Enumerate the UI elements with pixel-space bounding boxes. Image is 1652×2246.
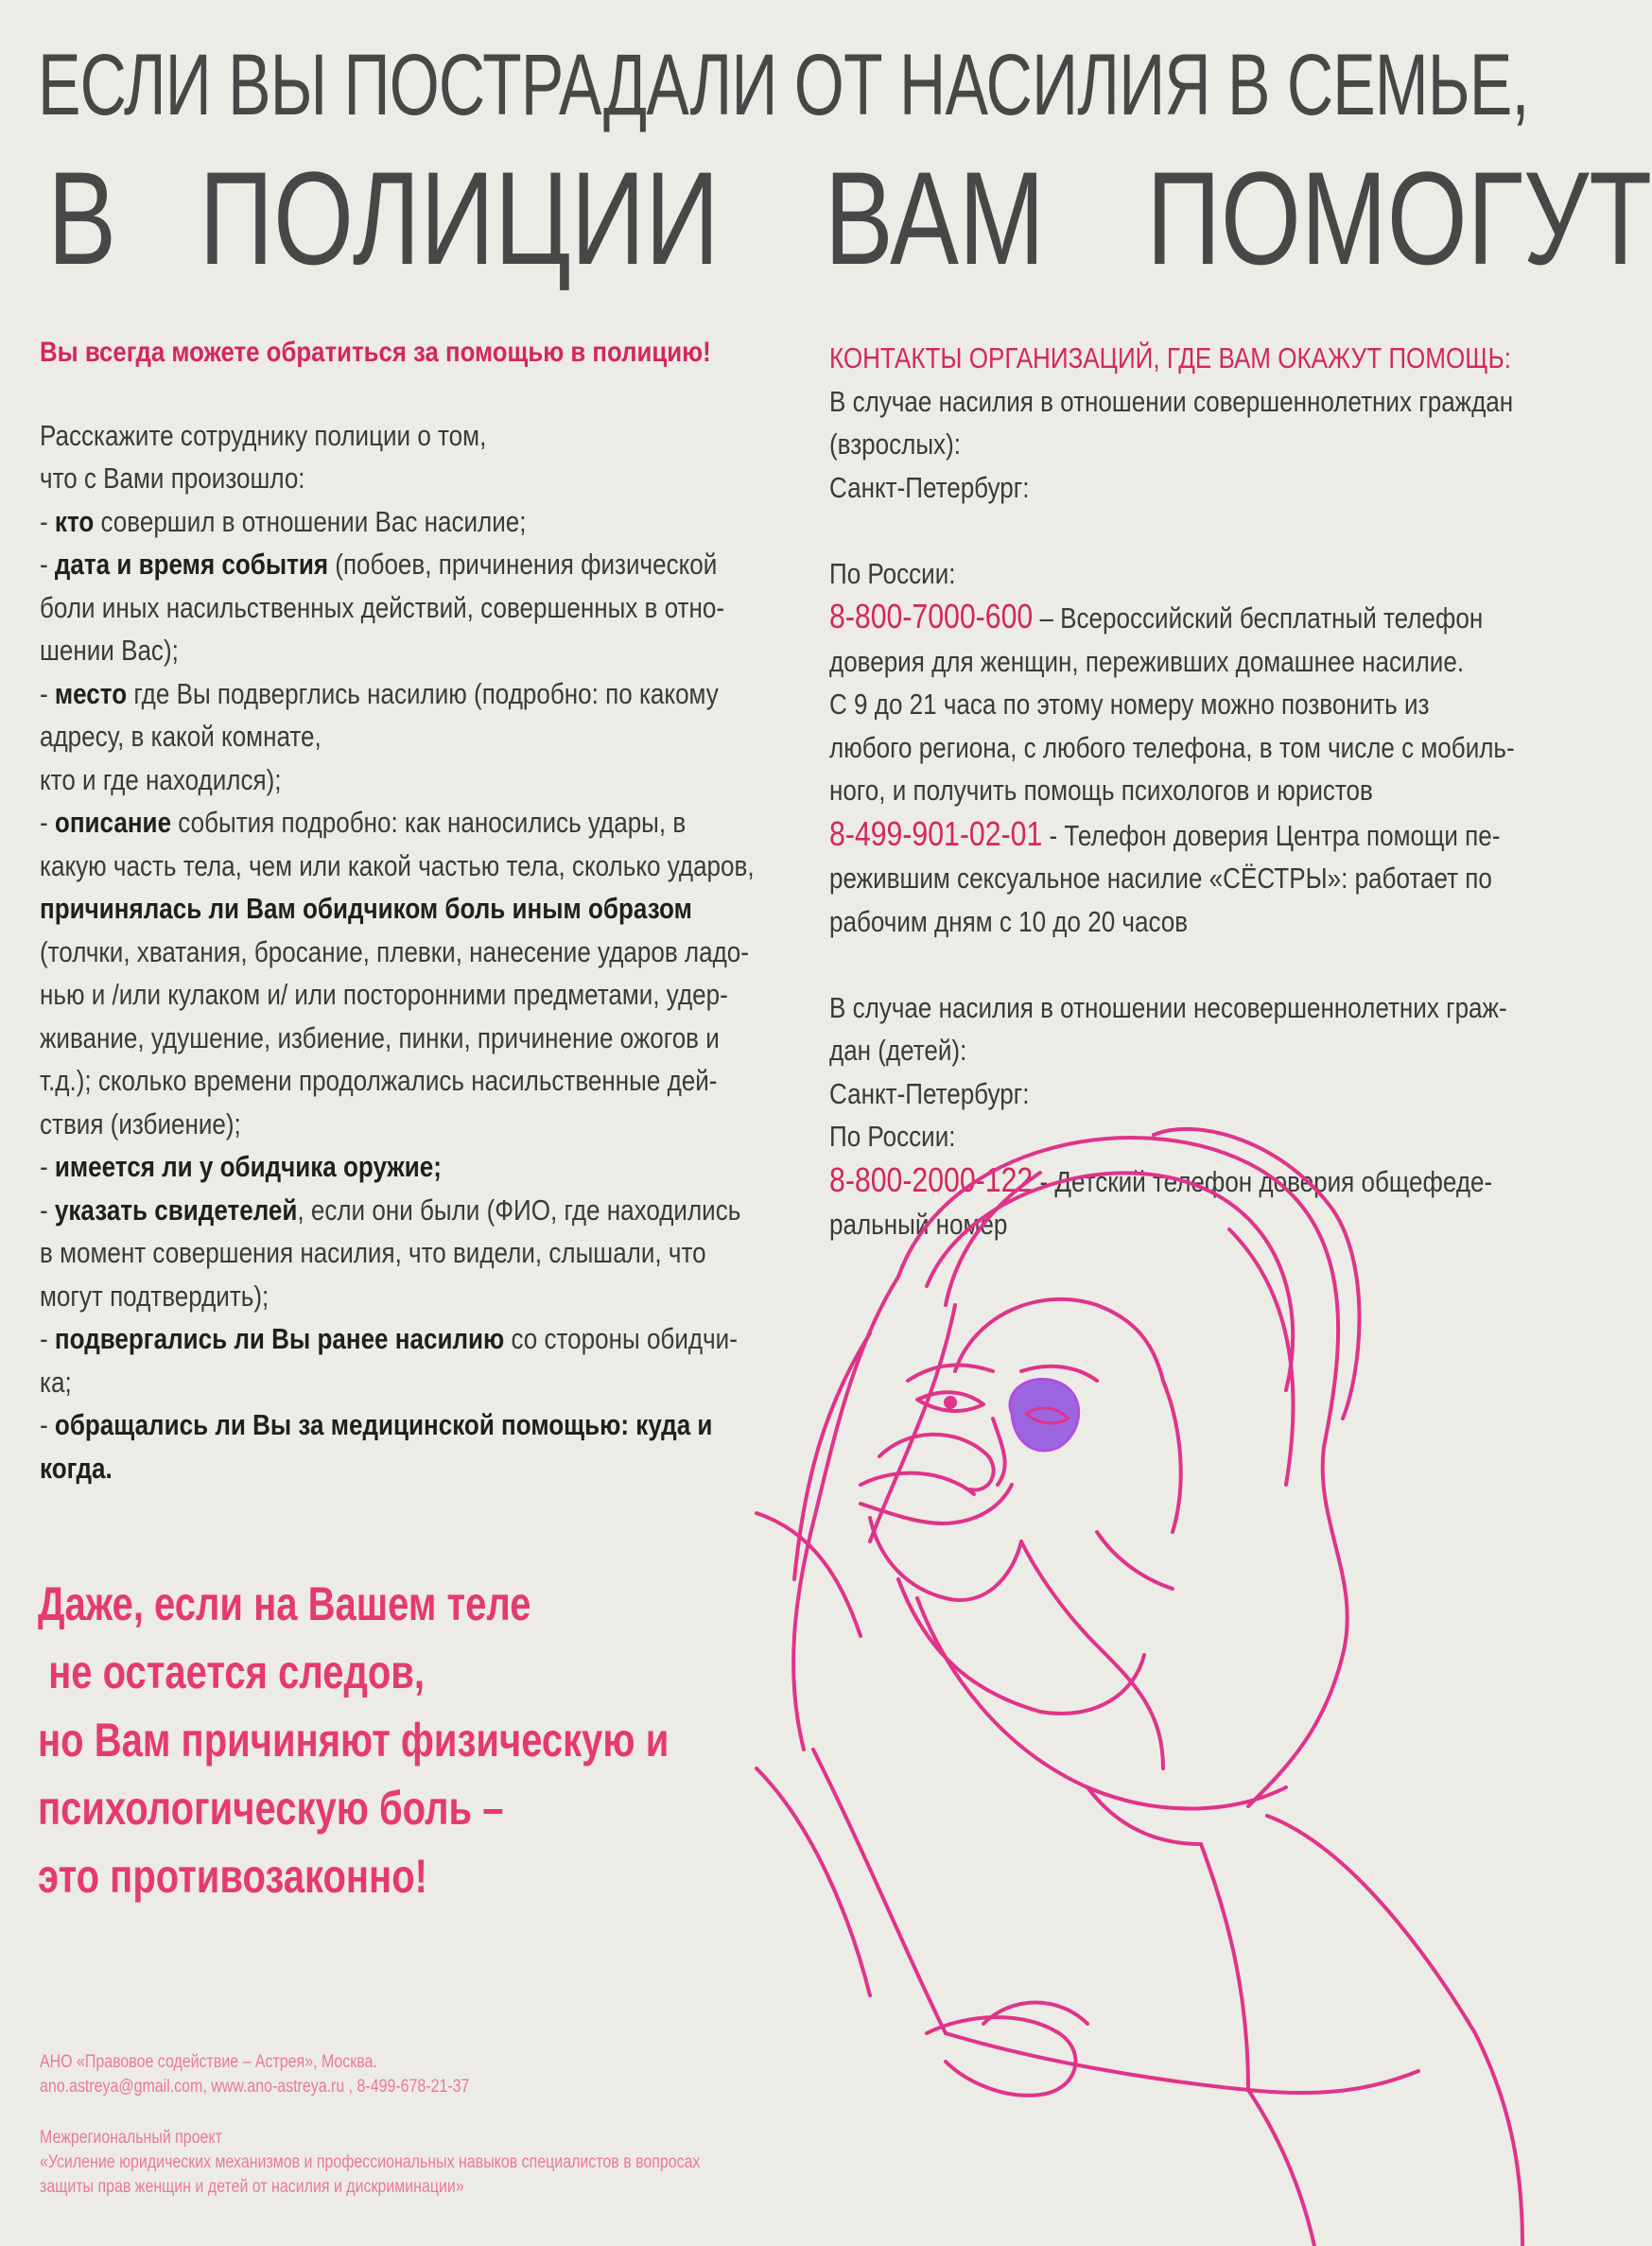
contacts-text: - Телефон доверия Центра помощи пе- [1042, 818, 1501, 852]
item-key: обращались ли Вы за медицинской помощью: куда и [54, 1408, 713, 1441]
item-key: дата и время события [54, 548, 329, 581]
item-text: нью и /или кулаком и/ или посторонними предметами, удер- [40, 978, 728, 1011]
chin [1097, 1532, 1173, 1589]
item-text: кто и где находился); [40, 762, 282, 796]
item-text: (побоев, причинения физической [328, 548, 718, 581]
contacts-text: режившим сексуальное насилие «СЁСТРЫ»: работает по [829, 862, 1492, 895]
eyebrow [1021, 1367, 1097, 1381]
bruise [1010, 1379, 1079, 1450]
item-text [40, 887, 796, 931]
region-label: Санкт-Петербург: [829, 1076, 1030, 1110]
phone-number: 8-800-7000-600 [829, 597, 1034, 635]
title-word: ВАМ [824, 144, 1045, 292]
list-item: - описание события подробно: как наносились удары, в [40, 806, 687, 839]
region-label: По России: [829, 1120, 956, 1153]
item-key: имеется ли у обидчика оружие; [54, 1150, 442, 1183]
contacts-text: – Всероссийский бесплатный телефон [1033, 601, 1484, 635]
shoulder [1267, 1816, 1522, 2246]
contacts-text: В случае насилия в отношении несовершеннолетних граж- [829, 990, 1507, 1024]
cheek [1163, 1381, 1181, 1532]
footer-project: защиты прав женщин и детей от насилия и дискриминации» [40, 2177, 464, 2197]
slogan-line: Даже, если на Вашем теле [38, 1577, 531, 1630]
list-item: - место где Вы подверглись насилию (подробно: по какому [40, 676, 719, 710]
region-label: Санкт-Петербург: [829, 470, 1030, 504]
item-text: какую часть тела, чем или какой частью тела, сколько ударов, [40, 848, 755, 882]
shoulder [756, 1513, 861, 1636]
contacts-text: - Детский телефон доверия общефеде- [1033, 1164, 1493, 1198]
contact-entry [829, 595, 1567, 640]
contacts-text: доверия для женщин, переживших домашнее насилие. [829, 644, 1465, 678]
item-text: живание, удушение, избиение, пинки, причинение ожогов и [40, 1020, 720, 1054]
contacts-text: рабочим дням с 10 до 20 часов [829, 904, 1189, 938]
contacts-text: С 9 до 21 часа по этому номеру можно позвонить из [829, 688, 1430, 721]
slogan [38, 1570, 669, 1910]
phone-number: 8-499-901-02-01 [829, 813, 1043, 853]
item-key: подвергались ли Вы ранее насилию [54, 1322, 505, 1355]
slogan-line: не остается следов, [38, 1645, 426, 1698]
hair-strand [1229, 1229, 1294, 1485]
title-word: ПОЛИЦИИ [199, 144, 721, 292]
body [1201, 1844, 1248, 2090]
item-text: т.д.); сколько времени продолжались насильственные дей- [40, 1064, 718, 1097]
item-text: в момент совершения насилия, что видели, слышали, что [40, 1236, 706, 1269]
slogan-line: это противозаконно! [38, 1850, 427, 1903]
contacts-text: любого региона, с любого телефона, в том числе с мобиль- [829, 730, 1515, 764]
item-text: адресу, в какой комнате, [40, 720, 322, 753]
contacts-text: дан (детей): [829, 1034, 967, 1067]
item-text: ка; [40, 1365, 72, 1399]
list-item: - обращались ли Вы за медицинской помощью: куда и [40, 1408, 713, 1441]
hair-outline [870, 1305, 955, 1541]
footer-project: «Усиление юридических механизмов и профессиональных навыков специалистов в вопросах [40, 2152, 701, 2172]
item-key: место [54, 676, 128, 710]
list-item: - подвергались ли Вы ранее насилию со стороны обидчи- [40, 1322, 738, 1355]
item-text [40, 1447, 796, 1490]
footer-contacts: ano.astreya@gmail.com, www.ano-astreya.ru , 8-499-678-21-37 [40, 2077, 470, 2097]
body [1248, 2090, 1314, 2246]
footer-org: АНО «Правовое содействие – Астрея», Москва. [40, 2052, 377, 2072]
forearm [946, 2033, 1418, 2093]
list-item: - имеется ли у обидчика оружие; [40, 1150, 442, 1183]
hand [870, 1518, 1021, 1600]
contacts-heading: КОНТАКТЫ ОРГАНИЗАЦИЙ, ГДЕ ВАМ ОКАЖУТ ПОМОЩЬ: [829, 341, 1511, 374]
hand [861, 1473, 974, 1494]
pupil [944, 1396, 957, 1409]
item-text: могут подтвердить); [40, 1279, 270, 1313]
slogan-line: но Вам причиняют физическую и [38, 1714, 669, 1767]
contacts-text: В случае насилия в отношении совершеннолетних граждан [829, 384, 1514, 418]
item-text: ствия (избиение); [40, 1106, 241, 1140]
hair-strand [1154, 1129, 1360, 1419]
item-key: указать свидетелей [54, 1193, 298, 1227]
lead-text: Вы всегда можете обратиться за помощью в полицию! [40, 337, 711, 368]
hair-outline [927, 1173, 1293, 1390]
footer-project: Межрегиональный проект [40, 2128, 222, 2148]
hand [898, 1579, 1144, 1714]
body [756, 1768, 870, 1995]
item-text: (толчки, хватания, бросание, плевки, нанесение ударов ладо- [40, 934, 749, 968]
item-key: описание [54, 806, 172, 839]
item-text: где Вы подверглись насилию (подробно: по какому [127, 676, 719, 710]
item-text: совершил в отношении Вас насилие; [94, 504, 527, 538]
item-key: когда. [40, 1451, 113, 1485]
hand [927, 2017, 1075, 2096]
contacts-text: (взрослых): [829, 427, 961, 461]
item-key: кто [54, 504, 95, 538]
item-text: боли иных насильственных действий, совершенных в отно- [40, 590, 725, 624]
item-text: события подробно: как наносились удары, в [171, 806, 687, 839]
contacts-text: ного, и получить помощь психологов и юристов [829, 774, 1373, 807]
list-item: - кто совершил в отношении Вас насилие; [40, 504, 527, 538]
item-text: со стороны обидчи- [504, 1322, 738, 1355]
page-title-line-1: ЕСЛИ ВЫ ПОСТРАДАЛИ ОТ НАСИЛИЯ В СЕМЬЕ, [38, 37, 1529, 133]
intro-text: Расскажите сотруднику полиции о том, [40, 418, 487, 452]
title-word: В [47, 144, 117, 292]
slogan-line: психологическую боль – [38, 1782, 504, 1835]
list-item: - указать свидетелей, если они были (ФИО, где находились [40, 1193, 741, 1227]
page-title-line-2 [38, 142, 1652, 295]
contacts-text: ральный номер [829, 1208, 1008, 1241]
item-text: , если они были (ФИО, где находились [297, 1193, 741, 1227]
police-instructions [40, 331, 796, 1489]
phone-number: 8-800-2000-122 [829, 1159, 1034, 1199]
intro-text: что с Вами произошло: [40, 461, 305, 495]
item-key: причинялась ли Вам обидчиком боль иным образом [40, 892, 692, 925]
region-label: По России: [829, 556, 956, 590]
hair-outline [898, 1138, 1348, 1806]
item-text: шении Вас); [40, 634, 179, 667]
list-item: - дата и время события (побоев, причинения физической [40, 548, 718, 581]
contact-entry [829, 812, 1567, 858]
woman-line-drawing [756, 1088, 1589, 2246]
hand [879, 1435, 994, 1490]
title-word: ПОМОГУТ [1146, 144, 1652, 292]
eyebrow [908, 1365, 993, 1381]
footer [40, 2050, 701, 2200]
